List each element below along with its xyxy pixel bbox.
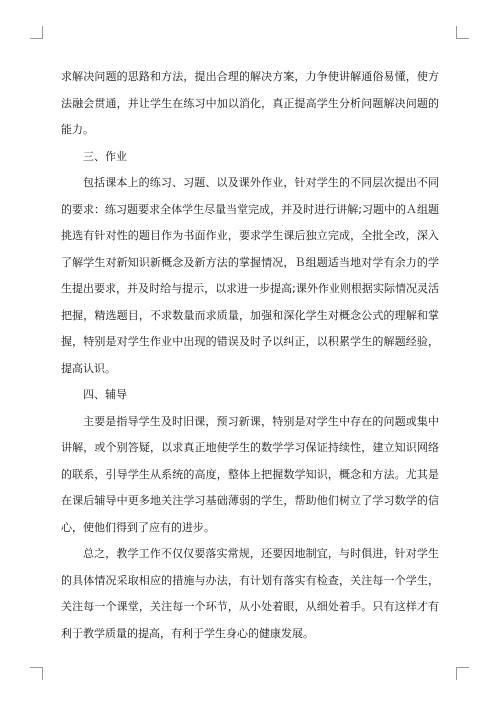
heading-homework: 三、作业: [83, 149, 127, 163]
document-body: [61, 64, 439, 647]
paragraph-conclusion: 总之，教学工作不仅仅要落实常规，还要因地制宜，与时俱进，针对学生的具体情况采取相应的措施与办法，有计划有落实有检查，关注每一个学生，关注每一个课堂，关注每一个环节，从小处着眼，从细处着手。只有这样才有利于教学质量的提高，有利于学生身心的健康发展。: [61, 547, 439, 640]
paragraph-solution-methods: 求解决问题的思路和方法，提出合理的解决方案，力争使讲解通俗易懂，使方法融会贯通，并让学生在练习中加以消化，真正提高学生分析问题解决问题的能力。: [61, 70, 439, 136]
crop-mark-bottom-left: [30, 667, 43, 680]
heading-tutoring: 四、辅导: [83, 388, 127, 401]
paragraph-tutoring: 主要是指导学生及时旧课，预习新课，特别是对学生中存在的问题或集中讲解，或个别答疑，以求真正地使学生的数学学习保证持续性，建立知识网络的联系，引导学生从系统的高度，整体上把握数学知识，概念和方法。尤其是在课后辅导中更多地关注学习基础薄弱的学生，帮助他们树立了学习数学的信心，使他们得到了应有的进步。: [61, 414, 439, 534]
crop-mark-top-right: [456, 26, 469, 39]
crop-mark-bottom-right: [456, 667, 469, 680]
paragraph-homework: 包括课本上的练习、习题、以及课外作业，针对学生的不同层次提出不同的要求：练习题要求全体学生尽量当堂完成，并及时进行讲解;习题中的Ａ组题挑选有针对性的题目作为书面作业，要求学生课后独立完成，全批全改，深入了解学生对新知识新概念及新方法的掌握情况，Ｂ组题适当地对学有余力的学生提出要求，并及时给与提示，以求进一步提高;课外作业则根据实际情况灵活把握，精选题目，不求数量而求质量，加强和深化学生对概念公式的理解和掌握，特别是对学生作业中出现的错误及时予以纠正，以积累学生的解题经验，提高认识。: [61, 176, 439, 375]
crop-mark-top-left: [30, 26, 43, 39]
